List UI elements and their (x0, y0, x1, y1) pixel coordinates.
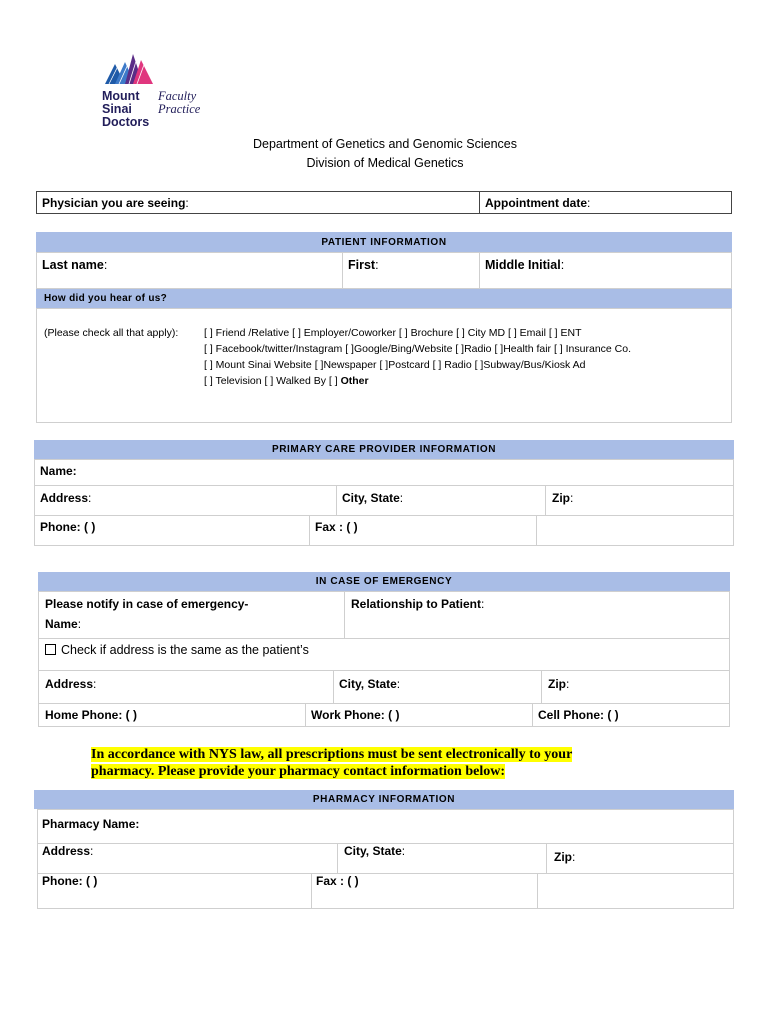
home-phone-label: Home Phone: ( ) (45, 708, 137, 722)
pharmacy-name-label: Pharmacy Name: (42, 817, 140, 831)
appointment-date-field[interactable] (610, 193, 728, 212)
hear-option-line-3[interactable]: [ ] Mount Sinai Website [ ]Newspaper [ ]Postcard [ ] Radio [ ]Subway/Bus/Kiosk Ad (204, 359, 586, 371)
pcp-name-label: Name: (40, 464, 77, 478)
pcp-phone-label: Phone: ( ) (40, 520, 96, 534)
pharmacy-fax-label: Fax : ( ) (316, 874, 359, 888)
notify-label: Please notify in case of emergency- (45, 597, 249, 611)
middle-initial-label: Middle Initial (485, 258, 561, 272)
relationship-label: Relationship to Patient (351, 597, 482, 611)
pharmacy-box (37, 809, 734, 909)
same-address-checkbox[interactable] (45, 643, 309, 657)
nys-notice-line-1: In accordance with NYS law, all prescriptions must be sent electronically to your (91, 747, 573, 762)
pcp-fax-label: Fax : ( ) (315, 520, 358, 534)
logo-word-sinai: Sinai (102, 102, 132, 116)
logo-word-practice: Practice (158, 102, 201, 116)
appointment-label: Appointment date (485, 196, 587, 210)
how-heard-header: How did you hear of us? (36, 289, 732, 308)
logo-word-doctors: Doctors (102, 115, 150, 129)
nys-notice-line-2: pharmacy. Please provide your pharmacy contact information below: (91, 764, 506, 779)
hear-option-line-4-text: [ ] Television [ ] Walked By [ ] (204, 375, 341, 387)
mount-sinai-logo-icon (103, 50, 155, 90)
hear-option-line-1[interactable]: [ ] Friend /Relative [ ] Employer/Coworker [ ] Brochure [ ] City MD [ ] Email [ ] ENT (204, 327, 582, 339)
first-name-label: First (348, 258, 376, 272)
emergency-city-state-label: City, State (339, 677, 397, 691)
physician-field[interactable] (200, 193, 475, 212)
same-address-label: Check if address is the same as the patient’s (61, 643, 309, 657)
pharmacy-zip-label: Zip (554, 850, 572, 864)
emergency-address-label: Address (45, 677, 94, 691)
emergency-header: IN CASE OF EMERGENCY (38, 572, 730, 591)
division-title: Division of Medical Genetics (306, 156, 464, 170)
pcp-header: PRIMARY CARE PROVIDER INFORMATION (34, 440, 734, 459)
checkbox-icon[interactable] (45, 644, 56, 655)
pcp-address-label: Address (40, 491, 89, 505)
logo-word-faculty: Faculty (158, 89, 197, 103)
patient-info-header: PATIENT INFORMATION (36, 232, 732, 252)
logo-word-mount: Mount (102, 89, 140, 103)
physician-label: Physician you are seeing (42, 196, 186, 210)
pharmacy-city-state-label: City, State (344, 844, 402, 858)
department-title: Department of Genetics and Genomic Sciences (252, 137, 518, 151)
pcp-zip-label: Zip (552, 491, 570, 505)
work-phone-label: Work Phone: ( ) (311, 708, 400, 722)
emergency-box (38, 591, 730, 727)
logo (100, 50, 220, 132)
hear-option-line-2[interactable]: [ ] Facebook/twitter/Instagram [ ]Google/Bing/Website [ ]Radio [ ]Health fair [ ] Insurance Co. (204, 343, 632, 355)
nys-notice (91, 746, 572, 780)
pharmacy-address-label: Address (42, 844, 91, 858)
patient-name-row (36, 252, 732, 289)
pharmacy-header: PHARMACY INFORMATION (34, 790, 734, 809)
last-name-label: Last name (42, 258, 104, 272)
pcp-city-state-label: City, State (342, 491, 400, 505)
pharmacy-phone-label: Phone: ( ) (42, 874, 98, 888)
hear-option-line-4[interactable] (204, 375, 369, 387)
emergency-name-label: Name (45, 617, 78, 631)
check-all-label: (Please check all that apply): (44, 327, 179, 339)
emergency-zip-label: Zip (548, 677, 566, 691)
cell-phone-label: Cell Phone: ( ) (538, 708, 619, 722)
hear-option-other: Other (340, 375, 369, 387)
